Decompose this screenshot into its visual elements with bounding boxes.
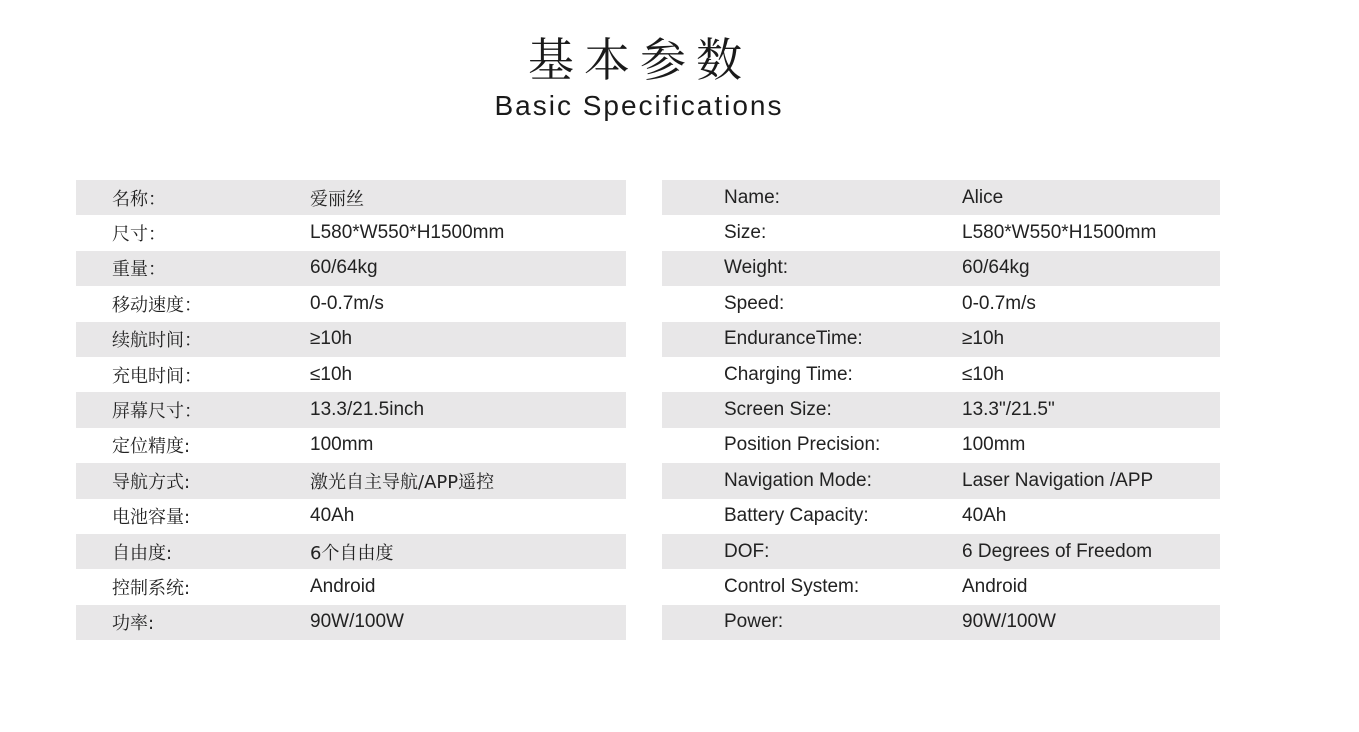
spec-row-screen: [76, 392, 626, 427]
spec-label: Power:: [724, 611, 784, 633]
spec-value: 0-0.7m/s: [962, 292, 1036, 314]
spec-value: 0-0.7m/s: [310, 292, 384, 314]
spec-value: 90W/100W: [962, 611, 1056, 633]
spec-value: 6个自由度: [310, 542, 394, 564]
spec-label: 功率:: [112, 613, 155, 635]
spec-value: ≥10h: [962, 328, 1005, 350]
spec-value: 40Ah: [310, 505, 355, 527]
spec-row-charging: [662, 357, 1220, 392]
page-title-chinese: 基本参数: [528, 33, 752, 87]
spec-value: Android: [310, 575, 376, 597]
spec-label: 定位精度:: [112, 436, 191, 458]
spec-row-power: [662, 605, 1220, 640]
spec-value: 100mm: [310, 434, 374, 456]
spec-label: 导航方式:: [112, 471, 191, 493]
spec-row-dof: [76, 534, 626, 569]
spec-row-dof: [662, 534, 1220, 569]
spec-label: Control System:: [724, 575, 860, 597]
spec-label: 尺寸：: [112, 224, 166, 246]
spec-row-speed: [76, 286, 626, 321]
spec-row-speed: [662, 286, 1220, 321]
spec-label: 重量：: [112, 259, 166, 281]
spec-row-screen: [662, 392, 1220, 427]
spec-label: Name:: [724, 186, 780, 208]
spec-label: 电池容量:: [112, 507, 191, 529]
spec-value: L580*W550*H1500mm: [310, 222, 505, 244]
spec-value: L580*W550*H1500mm: [962, 222, 1157, 244]
spec-value: 90W/100W: [310, 611, 404, 633]
spec-value: 激光自主导航/APP遥控: [310, 471, 495, 493]
spec-label: 移动速度：: [112, 294, 202, 316]
spec-row-control-system: [76, 569, 626, 604]
spec-value: 60/64kg: [310, 257, 378, 279]
spec-row-navigation: [662, 463, 1220, 498]
spec-row-battery: [76, 499, 626, 534]
spec-row-size: [76, 215, 626, 250]
spec-value: 爱丽丝: [310, 188, 364, 210]
spec-value: 13.3"/21.5": [962, 399, 1055, 421]
spec-table-chinese: [76, 180, 626, 640]
spec-value: 6 Degrees of Freedom: [962, 540, 1153, 562]
spec-value: ≥10h: [310, 328, 353, 350]
spec-row-precision: [76, 428, 626, 463]
spec-label: 控制系统:: [112, 577, 191, 599]
spec-label: EnduranceTime:: [724, 328, 863, 350]
spec-value: ≤10h: [310, 363, 353, 385]
spec-label: Charging Time:: [724, 363, 853, 385]
spec-label: Screen Size:: [724, 399, 832, 421]
spec-label: 充电时间：: [112, 365, 202, 387]
spec-row-power: [76, 605, 626, 640]
spec-row-charging: [76, 357, 626, 392]
spec-row-endurance: [662, 322, 1220, 357]
spec-row-size: [662, 215, 1220, 250]
spec-label: Battery Capacity:: [724, 505, 869, 527]
spec-row-weight: [662, 251, 1220, 286]
spec-value: Android: [962, 575, 1028, 597]
spec-label: Speed:: [724, 292, 785, 314]
spec-value: Alice: [962, 186, 1004, 208]
spec-row-precision: [662, 428, 1220, 463]
spec-value: Laser Navigation /APP: [962, 469, 1154, 491]
spec-value: 13.3/21.5inch: [310, 399, 425, 421]
spec-label: 屏幕尺寸：: [112, 401, 202, 423]
spec-row-battery: [662, 499, 1220, 534]
spec-label: Position Precision:: [724, 434, 881, 456]
page-title-english: Basic Specifications: [494, 90, 784, 121]
spec-label: Navigation Mode:: [724, 469, 872, 491]
spec-value: 100mm: [962, 434, 1026, 456]
spec-value: 60/64kg: [962, 257, 1030, 279]
spec-value: ≤10h: [962, 363, 1005, 385]
spec-row-weight: [76, 251, 626, 286]
spec-row-name: [76, 180, 626, 215]
spec-row-name: [662, 180, 1220, 215]
spec-row-endurance: [76, 322, 626, 357]
spec-label: Size:: [724, 222, 767, 244]
spec-row-control-system: [662, 569, 1220, 604]
spec-label: 自由度:: [112, 542, 173, 564]
spec-value: 40Ah: [962, 505, 1007, 527]
spec-label: 名称：: [112, 188, 166, 210]
spec-label: Weight:: [724, 257, 789, 279]
spec-label: 续航时间：: [112, 330, 202, 352]
spec-table-english: [662, 180, 1220, 640]
spec-row-navigation: [76, 463, 626, 498]
spec-label: DOF:: [724, 540, 770, 562]
